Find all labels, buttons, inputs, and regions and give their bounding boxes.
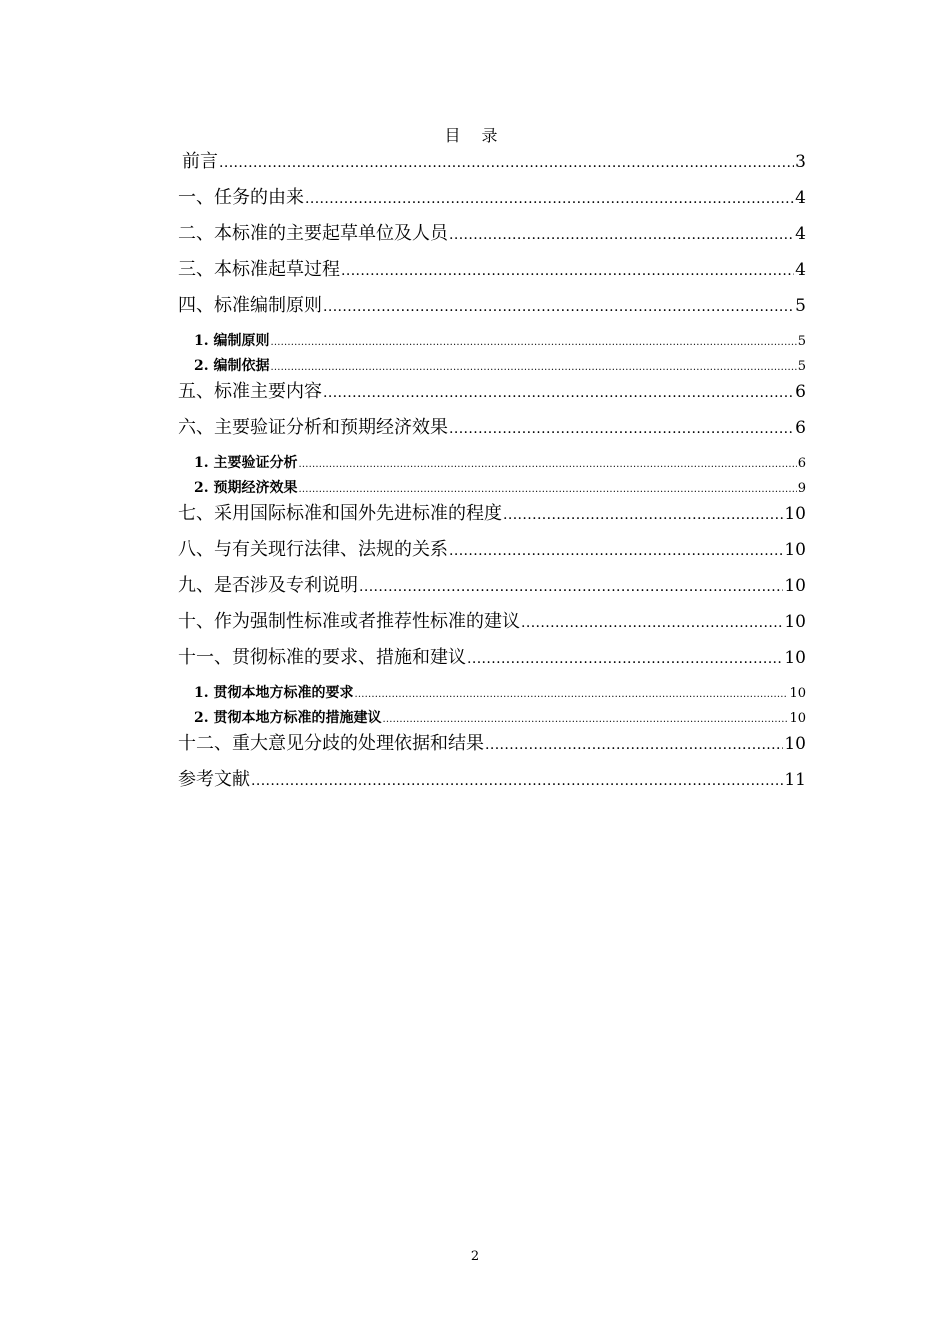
toc-leader-dots bbox=[299, 456, 797, 474]
toc-entry-6[interactable] bbox=[178, 416, 806, 441]
toc-entry-4[interactable] bbox=[178, 294, 806, 319]
toc-entry-page: 10 bbox=[784, 504, 806, 524]
toc-entry-page: 4 bbox=[795, 260, 806, 280]
toc-leader-dots bbox=[219, 151, 794, 175]
toc-entry-8[interactable] bbox=[178, 538, 806, 563]
toc-leader-dots bbox=[341, 259, 794, 283]
toc-entry-page: 5 bbox=[795, 296, 806, 316]
toc-entry-3[interactable] bbox=[178, 258, 806, 283]
toc-entry-label: 五、标准主要内容 bbox=[178, 381, 322, 402]
toc-leader-dots bbox=[449, 223, 794, 247]
toc-subentry-6-1[interactable] bbox=[194, 454, 806, 474]
toc-entry-2[interactable] bbox=[178, 222, 806, 247]
toc-entry-page: 6 bbox=[797, 456, 806, 471]
toc-entry-page: 6 bbox=[795, 418, 806, 438]
toc-leader-dots bbox=[305, 187, 794, 211]
toc-entry-page: 10 bbox=[784, 576, 806, 596]
toc-entry-7[interactable] bbox=[178, 502, 806, 527]
toc-entry-references[interactable] bbox=[178, 768, 806, 793]
toc-entry-label: 2. 编制依据 bbox=[194, 358, 270, 374]
toc-leader-dots bbox=[271, 334, 797, 352]
toc-entry-page: 10 bbox=[784, 648, 806, 668]
toc-entry-label: 2. 贯彻本地方标准的措施建议 bbox=[194, 710, 382, 726]
toc-leader-dots bbox=[323, 381, 794, 405]
toc-leader-dots bbox=[485, 733, 783, 757]
toc-entry-label: 三、本标准起草过程 bbox=[178, 259, 340, 280]
toc-entry-page: 10 bbox=[784, 734, 806, 754]
toc-entry-label: 十一、贯彻标准的要求、措施和建议 bbox=[178, 647, 466, 668]
toc-entry-label: 参考文献 bbox=[178, 769, 250, 790]
toc-leader-dots bbox=[251, 769, 783, 793]
toc-entry-1[interactable] bbox=[178, 186, 806, 211]
toc-leader-dots bbox=[299, 481, 797, 499]
toc-entry-label: 八、与有关现行法律、法规的关系 bbox=[178, 539, 448, 560]
toc-entry-label: 1. 编制原则 bbox=[194, 333, 270, 349]
toc-subentry-6-2[interactable] bbox=[194, 479, 806, 499]
toc-entry-label: 1. 主要验证分析 bbox=[194, 455, 298, 471]
toc-leader-dots bbox=[359, 575, 783, 599]
toc-leader-dots bbox=[355, 686, 789, 704]
toc-entry-label: 十、作为强制性标准或者推荐性标准的建议 bbox=[178, 611, 520, 632]
toc-entry-label: 一、任务的由来 bbox=[178, 187, 304, 208]
toc-subentry-11-2[interactable] bbox=[194, 709, 806, 729]
toc-entry-page: 9 bbox=[797, 481, 806, 496]
toc-entry-9[interactable] bbox=[178, 574, 806, 599]
toc-entry-label: 十二、重大意见分歧的处理依据和结果 bbox=[178, 733, 484, 754]
toc-entry-page: 10 bbox=[789, 686, 806, 701]
toc-entry-page: 4 bbox=[795, 188, 806, 208]
toc-leader-dots bbox=[323, 295, 794, 319]
toc-entry-label: 四、标准编制原则 bbox=[178, 295, 322, 316]
toc-entry-page: 10 bbox=[784, 612, 806, 632]
toc-entry-label: 2. 预期经济效果 bbox=[194, 480, 298, 496]
page-number: 2 bbox=[470, 1249, 480, 1264]
toc-entry-page: 6 bbox=[795, 382, 806, 402]
toc-leader-dots bbox=[503, 503, 783, 527]
toc-leader-dots bbox=[467, 647, 783, 671]
toc-leader-dots bbox=[449, 417, 794, 441]
toc-entry-10[interactable] bbox=[178, 610, 806, 635]
toc-entry-label: 九、是否涉及专利说明 bbox=[178, 575, 358, 596]
toc-leader-dots bbox=[271, 359, 797, 377]
toc-subentry-4-1[interactable] bbox=[194, 332, 806, 352]
toc-entry-page: 4 bbox=[795, 224, 806, 244]
toc-entry-page: 10 bbox=[789, 711, 806, 726]
toc-entry-label: 七、采用国际标准和国外先进标准的程度 bbox=[178, 503, 502, 524]
toc-entry-label: 前言 bbox=[182, 151, 218, 172]
toc-entry-page: 11 bbox=[784, 770, 806, 790]
toc-leader-dots bbox=[449, 539, 783, 563]
toc-entry-page: 5 bbox=[797, 359, 806, 374]
toc-entry-label: 二、本标准的主要起草单位及人员 bbox=[178, 223, 448, 244]
toc-subentry-11-1[interactable] bbox=[194, 684, 806, 704]
toc-entry-page: 5 bbox=[797, 334, 806, 349]
toc-entry-12[interactable] bbox=[178, 732, 806, 757]
toc-entry-label: 1. 贯彻本地方标准的要求 bbox=[194, 685, 354, 701]
toc-entry-page: 3 bbox=[795, 152, 806, 172]
toc-entry-5[interactable] bbox=[178, 380, 806, 405]
toc-subentry-4-2[interactable] bbox=[194, 357, 806, 377]
toc-entry-foreword[interactable] bbox=[178, 150, 806, 175]
toc-leader-dots bbox=[383, 711, 789, 729]
toc-entry-11[interactable] bbox=[178, 646, 806, 671]
toc-entry-page: 10 bbox=[784, 540, 806, 560]
page-title: 目 录 bbox=[444, 126, 506, 145]
toc-entry-label: 六、主要验证分析和预期经济效果 bbox=[178, 417, 448, 438]
toc-leader-dots bbox=[521, 611, 783, 635]
